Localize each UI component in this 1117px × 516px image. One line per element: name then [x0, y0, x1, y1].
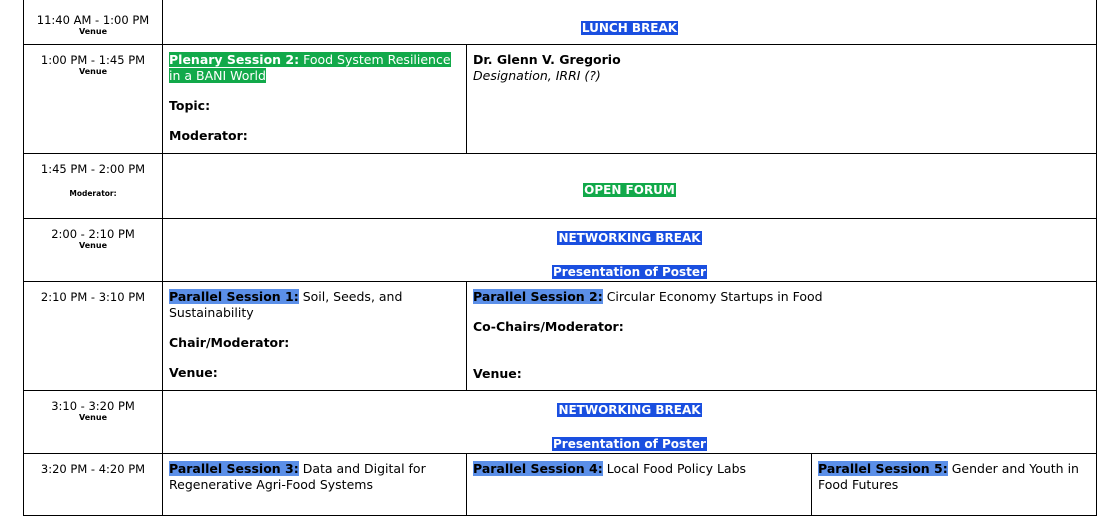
- parallel-session-1-title: Soil, Seeds, and Sustainability: [169, 289, 403, 320]
- time-label: 1:00 PM - 1:45 PM: [40, 53, 146, 67]
- poster-presentation-label: Presentation of Poster: [553, 437, 706, 451]
- parallel-session-1-cell: [163, 282, 467, 391]
- networking-break-cell: [163, 219, 1097, 282]
- time-label: 3:20 PM - 4:20 PM: [40, 462, 146, 476]
- time-label: 3:10 - 3:20 PM: [51, 399, 135, 413]
- parallel-session-4-title: Local Food Policy Labs: [602, 461, 747, 476]
- program-schedule-table: [23, 0, 1097, 516]
- table-row: [24, 45, 1097, 154]
- time-label: 2:00 - 2:10 PM: [51, 227, 135, 241]
- networking-break-label: NETWORKING BREAK: [558, 231, 701, 245]
- time-label: 11:40 AM - 1:00 PM: [36, 13, 150, 27]
- table-row: [24, 454, 1097, 516]
- time-cell: [24, 154, 163, 219]
- chair-moderator-label: Chair/Moderator:: [169, 335, 290, 350]
- table-row: [24, 282, 1097, 391]
- lunch-break-label: LUNCH BREAK: [581, 21, 678, 35]
- parallel-session-5-title: Gender and Youth in Food Futures: [818, 461, 1079, 492]
- topic-label: Topic:: [169, 98, 211, 113]
- time-cell: [24, 45, 163, 154]
- parallel-session-5-prefix: Parallel Session 5:: [818, 461, 948, 476]
- lunch-cell: [163, 0, 1097, 45]
- parallel-session-4-cell: [467, 454, 812, 516]
- co-chairs-moderator-label: Co-Chairs/Moderator:: [473, 319, 624, 334]
- parallel-session-2-title: Circular Economy Startups in Food: [602, 289, 823, 304]
- open-forum-cell: [163, 154, 1097, 219]
- parallel-session-3-cell: [163, 454, 467, 516]
- open-forum-label: OPEN FORUM: [584, 183, 675, 197]
- speaker-designation: Designation, IRRI (?): [473, 68, 601, 83]
- time-cell: [24, 454, 163, 516]
- parallel-session-4-prefix: Parallel Session 4:: [473, 461, 603, 476]
- venue-label: Venue: [79, 413, 107, 422]
- table-row: [24, 391, 1097, 454]
- parallel-session-2-cell: [467, 282, 1097, 391]
- speaker-name: Dr. Glenn V. Gregorio: [473, 52, 621, 67]
- table-row: [24, 154, 1097, 219]
- venue-label: Venue: [79, 241, 107, 250]
- parallel-session-1-prefix: Parallel Session 1:: [169, 289, 299, 304]
- time-label: 2:10 PM - 3:10 PM: [40, 290, 146, 304]
- networking-break-cell: [163, 391, 1097, 454]
- parallel-session-2-prefix: Parallel Session 2:: [473, 289, 603, 304]
- plenary-session-prefix: Plenary Session 2:: [169, 52, 300, 67]
- time-cell: [24, 0, 163, 45]
- table-row: [24, 219, 1097, 282]
- time-cell: [24, 282, 163, 391]
- time-cell: [24, 391, 163, 454]
- table-row: [24, 0, 1097, 45]
- venue-label: Venue:: [473, 366, 522, 381]
- parallel-session-3-prefix: Parallel Session 3:: [169, 461, 299, 476]
- time-cell: [24, 219, 163, 282]
- venue-label: Venue:: [169, 365, 218, 380]
- time-label: 1:45 PM - 2:00 PM: [40, 162, 146, 176]
- networking-break-label: NETWORKING BREAK: [558, 403, 701, 417]
- poster-presentation-label: Presentation of Poster: [553, 265, 706, 279]
- parallel-session-3-title: Data and Digital for Regenerative Agri-Food Systems: [169, 461, 426, 492]
- moderator-label: Moderator:: [69, 189, 117, 198]
- plenary-session-cell: [163, 45, 467, 154]
- parallel-session-5-cell: [812, 454, 1097, 516]
- speaker-cell: [467, 45, 1097, 154]
- plenary-session-title: Food System Resilience in a BANI World: [169, 52, 451, 83]
- moderator-label: Moderator:: [169, 128, 248, 143]
- venue-label: Venue: [79, 27, 107, 36]
- venue-label: Venue: [79, 67, 107, 76]
